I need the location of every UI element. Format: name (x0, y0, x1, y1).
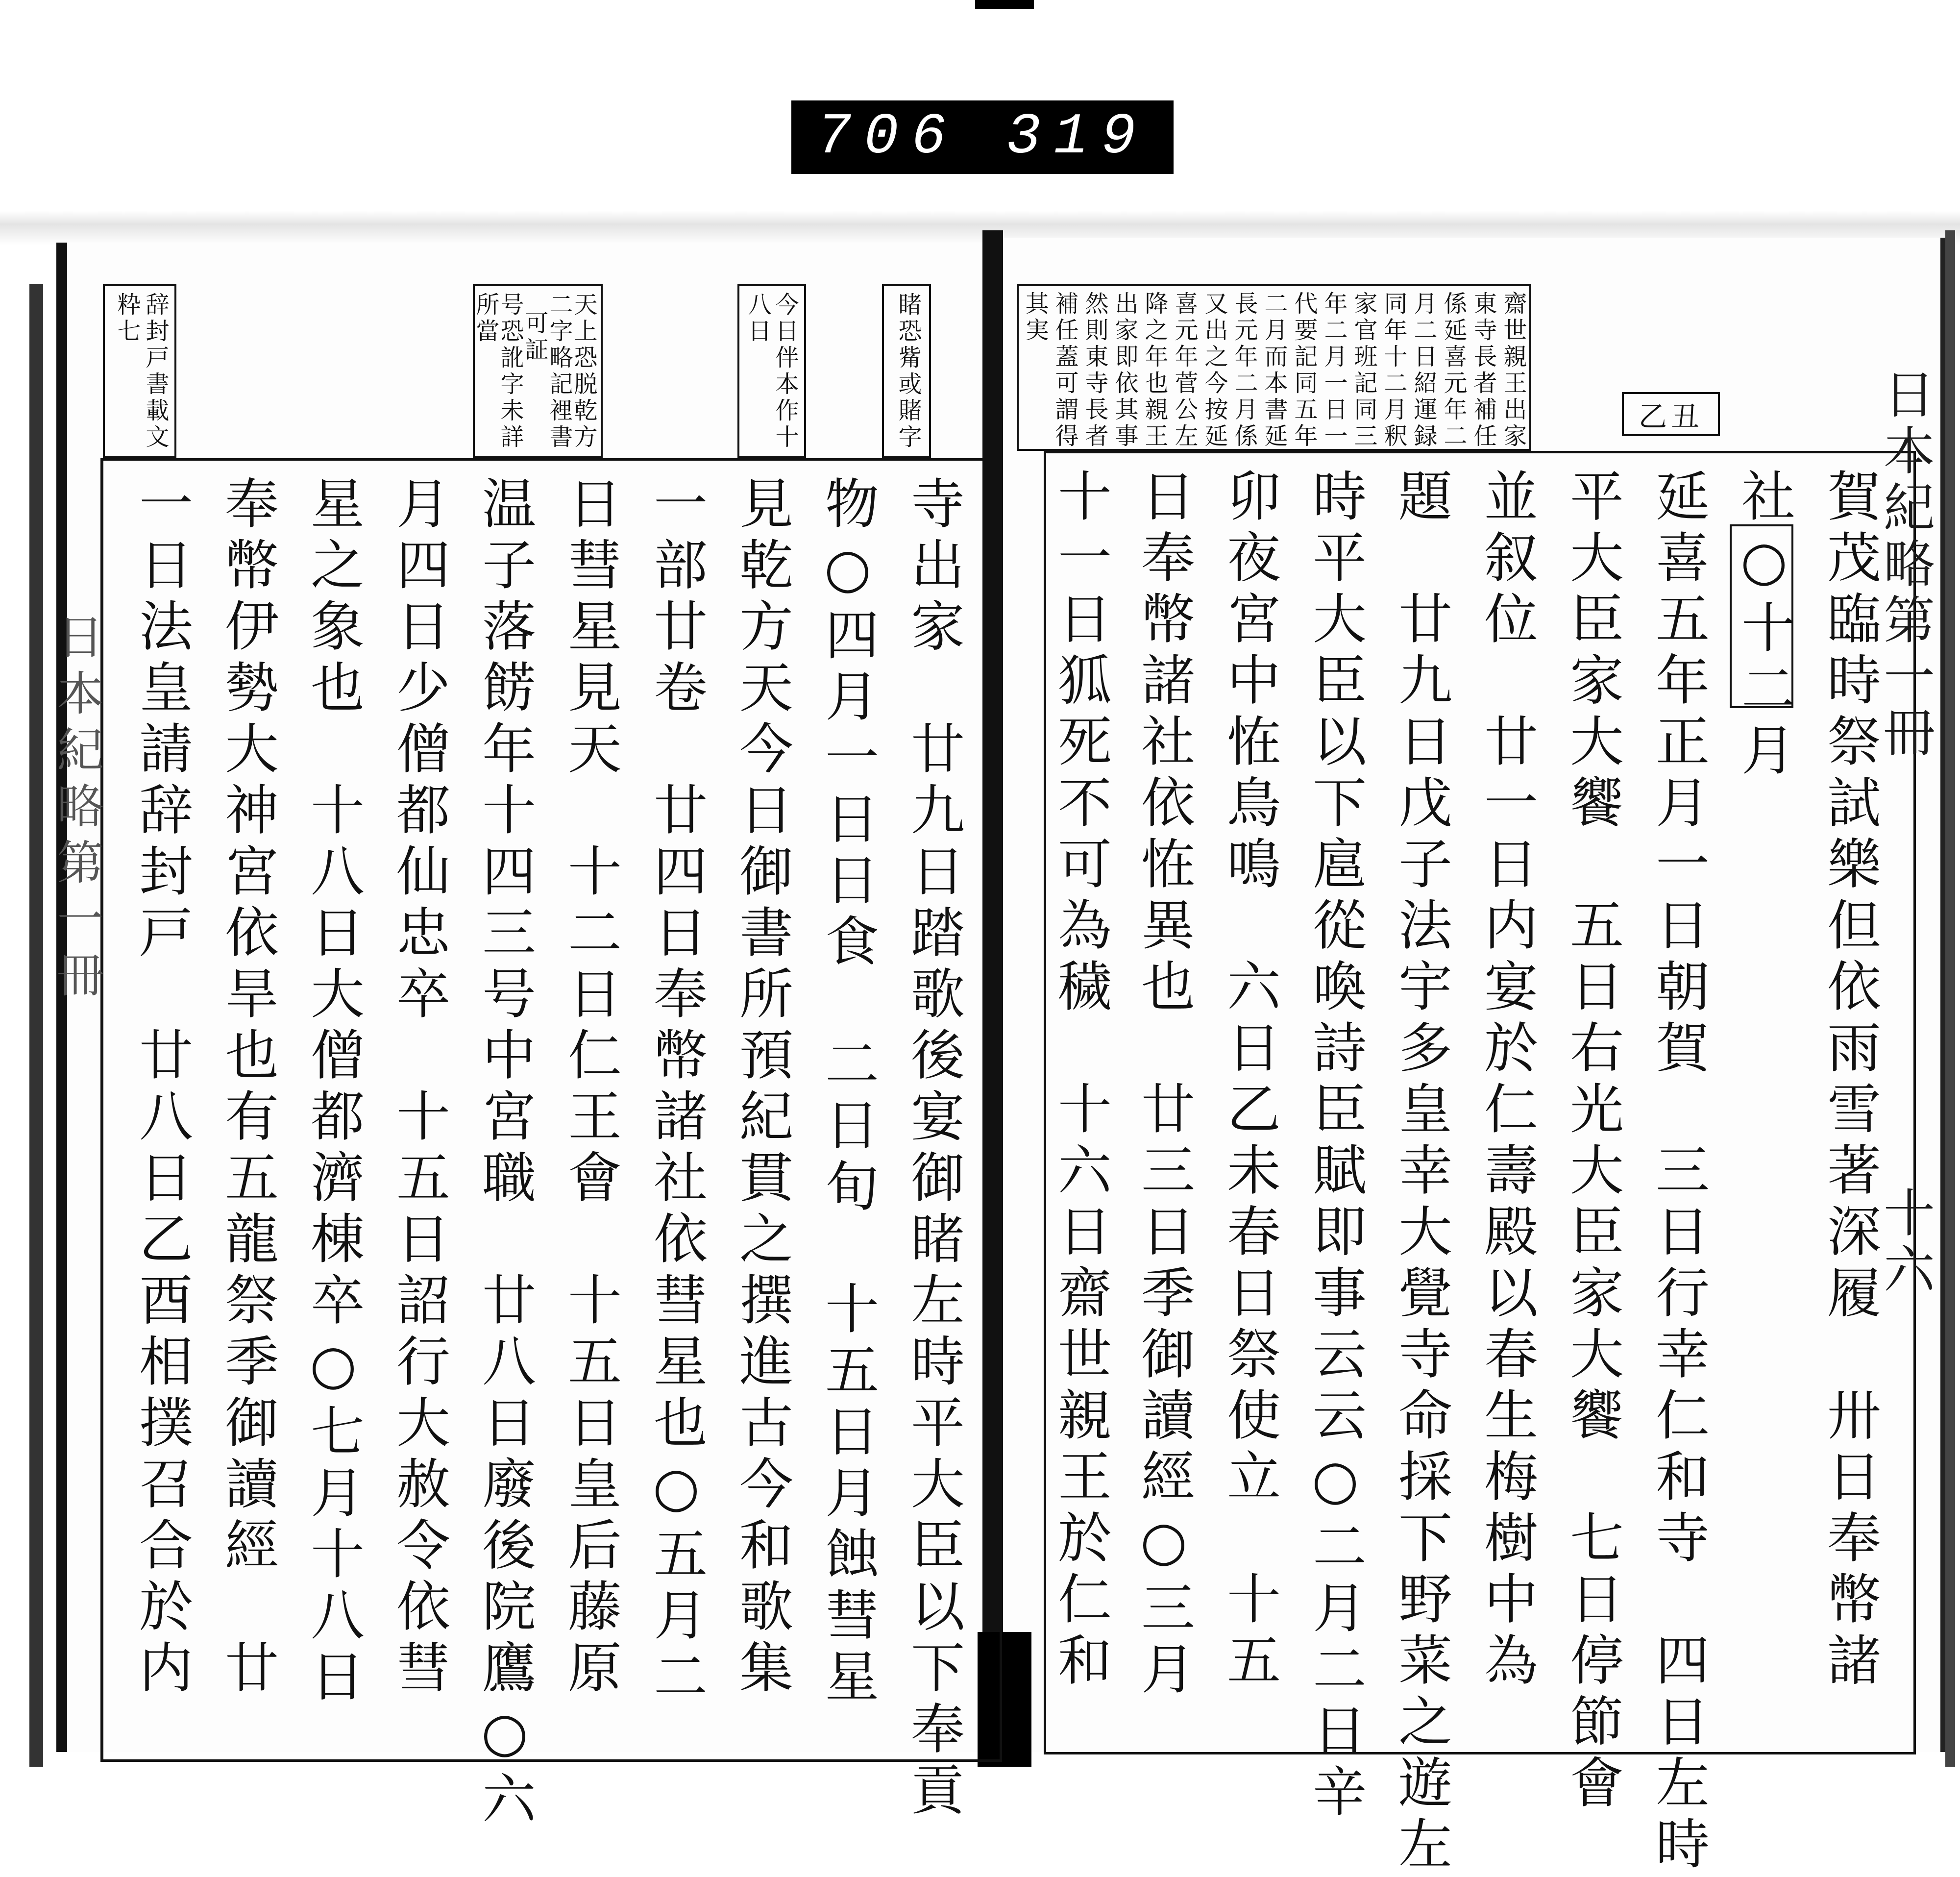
text-column: 賀茂臨時祭試樂但依雨雪著深履 卅日奉幣諸 (1818, 468, 1881, 1693)
year-box-label: 乙丑 (1622, 392, 1720, 436)
headnote-line: 齋世親王出家 (1499, 291, 1527, 450)
headnote-line: 又出之今按延 (1200, 291, 1228, 450)
text-column: 寺出家 廿九日踏歌後宴御睹左時平大臣以下奉貢 (902, 475, 965, 1823)
margin-page-mark: 十六 (1875, 1186, 1935, 1299)
headnote-line: 補任蓋可謂得 (1051, 291, 1078, 450)
open-book (29, 230, 1955, 1877)
headnote-line: 八日 (744, 292, 771, 345)
film-frame-number: 706 319 (791, 100, 1174, 174)
text-column: 平大臣家大饗 五日右光大臣家大饗 七日停節會 (1561, 468, 1624, 1816)
text-column: 社○十二月 (1733, 468, 1795, 783)
text-column: 物○四月一日日食 二日旬 十五日月蝕彗星 (816, 475, 879, 1709)
month-box (1730, 524, 1793, 708)
text-column: 時平大臣以下扈從喚詩臣賦即事云云○二月二日辛 (1304, 468, 1367, 1825)
headnote-line: 月二日紹運録 (1410, 291, 1437, 450)
text-column: 並叙位 廿一日内宴於仁壽殿以春生梅樹中為 (1475, 468, 1538, 1693)
film-edge-mark (975, 0, 1034, 9)
text-column: 見乾方天今日御書所預紀貫之撰進古今和歌集 (731, 475, 793, 1701)
headnote-line: 東寺長者補任 (1470, 291, 1497, 450)
margin-title: 日本紀略第一冊 (49, 613, 103, 1007)
headnote-line: 二字略記裡書 (545, 292, 573, 451)
margin-title: 日本紀略第一冊 (1875, 368, 1935, 762)
headnote-line: 然則東寺長者 (1081, 291, 1108, 450)
headnote-line: 粋七 (113, 292, 141, 345)
text-column: 月四日少僧都仙忠卒 十五日詔行大赦令依彗 (388, 475, 450, 1701)
headnote-line: 号恐訛字未詳 (496, 292, 524, 451)
headnote-line: 所當 (472, 292, 499, 345)
text-column: 星之象也 十八日大僧都濟棟卒○七月十八日 (302, 475, 365, 1709)
headnote-line: 出家即依其事 (1111, 291, 1138, 450)
headnote-line: 同年十二月釈 (1380, 291, 1407, 450)
headnote-line: 代要記同五年 (1290, 291, 1318, 450)
text-column: 日彗星見天 十二日仁王會 十五日皇后藤原 (559, 475, 622, 1701)
text-column: 日奉幣諸社依恠異也 廿三日季御讀經○三月 (1132, 468, 1195, 1702)
text-column: 一部廿卷 廿四日奉幣諸社依彗星也○五月二 (645, 475, 708, 1709)
text-column: 温子落餝年十四三号中宮職 廿八日廢後院鷹○六 (473, 475, 536, 1832)
headnote-box (737, 284, 806, 458)
headnote-box (882, 284, 931, 458)
headnote-line: 睹恐觜或賭字 (894, 292, 922, 451)
text-column: 十一日狐死不可為穢 十六日齋世親王於仁和 (1049, 468, 1112, 1693)
text-column: 題 廿九日戊子法宇多皇幸大覺寺命採下野菜之遊左 (1390, 468, 1452, 1877)
headnote-line: 今日伴本作十 (771, 292, 799, 451)
headnote-line: 天上恐脱乾方 (570, 292, 597, 451)
headnote-line: 長元年二月係 (1230, 291, 1258, 450)
headnote-box (1017, 284, 1531, 451)
headnote-line: 喜元年菅公左 (1171, 291, 1198, 450)
book-edge-left (29, 284, 43, 1767)
headnote-line: 降之年也親王 (1141, 291, 1168, 450)
headnote-line: 年二月一日一 (1320, 291, 1348, 450)
text-column: 卯夜宮中恠鳥鳴 六日乙未春日祭使立 十五 (1218, 468, 1281, 1693)
headnote-line: 二月而本書延 (1260, 291, 1288, 450)
text-column: 一日法皇請辞封戸 廿八日乙酉相撲召合於内 (130, 475, 193, 1701)
headnote-box (103, 284, 176, 458)
text-column: 延喜五年正月一日朝賀 三日行幸仁和寺 四日左時 (1647, 468, 1710, 1877)
headnote-line: 係延喜元年二 (1440, 291, 1467, 450)
headnote-line: 辞封戸書載文 (142, 292, 169, 451)
book-edge-right (1945, 230, 1955, 1767)
headnote-line: 可証 (521, 311, 548, 364)
headnote-box (473, 284, 603, 458)
headnote-line: 家官班記同三 (1350, 291, 1377, 450)
text-column: 奉幣伊勢大神宮依旱也有五龍祭季御讀經 廿 (216, 475, 279, 1701)
headnote-line: 其実 (1021, 291, 1049, 344)
